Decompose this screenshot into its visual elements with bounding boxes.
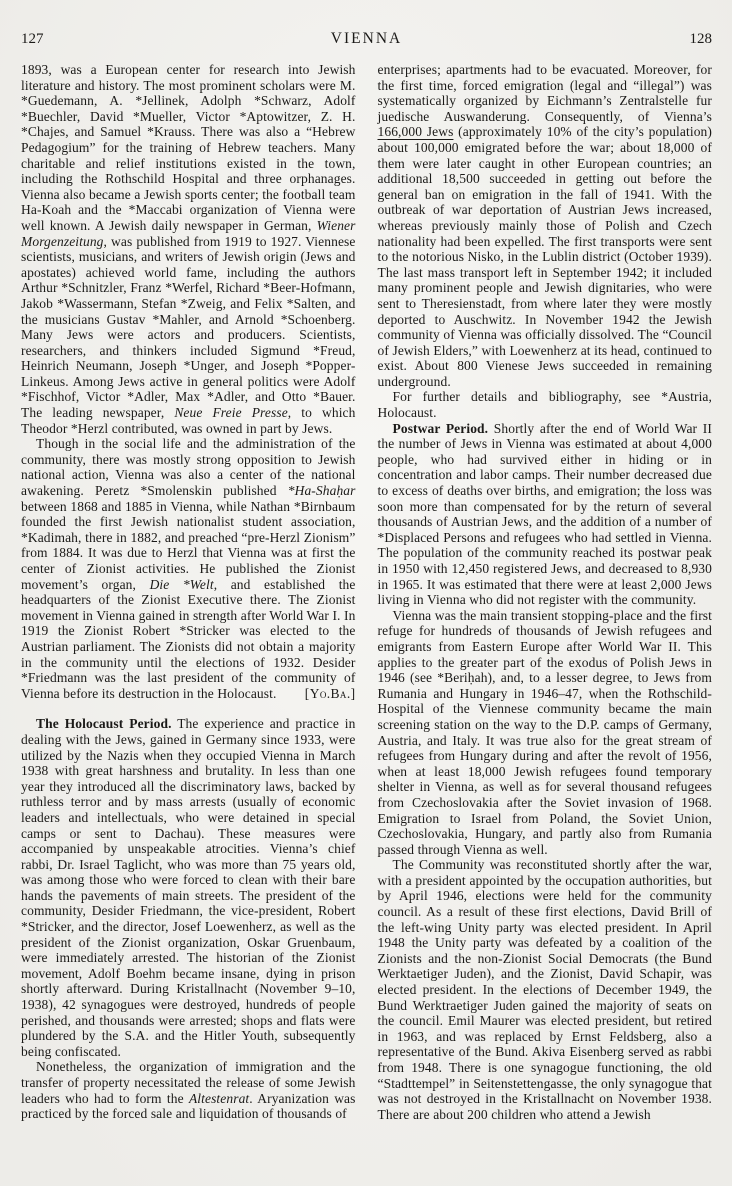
page-title: VIENNA xyxy=(330,30,403,47)
text-run: , and established the headquarters of the Zionist Executive there. The Zionist movement in Vienna gained in strength after World War I. In 1919 the Zionist Robert *Stricker was elected to the Austrian parliament. The Zionists did not obtain a majority in the community until the elections of 1932. Desider *Friedmann was the last president of the community of Vienna before its destruction in the Holocaust. xyxy=(21,576,356,701)
text-run: The experience and practice in dealing with the Jews, gained in Germany since 1933, were utilized by the Nazis when they occupied Vienna in March 1938 with great harshness and brutality. In less than one year they introduced all the discriminatory laws, backed by ruthless terror and by mass arrests (usually of economic leaders and intellectuals, who were detained in special camps or sent to Dachau). These measures were accompanied by unspeakable atrocities. Vienna’s chief rabbi, Dr. Israel Taglicht, who was more than 75 years old, was among those who were forced to clean with their bare hands the pavements of main streets. The president of the community, Desider Friedmann, the vice-president, Robert *Stricker, and the director, Josef Loewenherz, as well as the president of the Zionist organization, Oskar Gruenbaum, were immediately arrested. The historian of the Zionist movement, Adolf Boehm became insane, dying in prison shortly afterward. During Kristallnacht (November 9–10, 1938), 42 synagogues were destroyed, hundreds of people perished, and thousands were arrested; shops and flats were plundered by the S.A. and the Hitler Youth, subsequently being confiscated. xyxy=(21,716,356,1059)
italic-text: *Ha-Shaḥar xyxy=(287,483,356,499)
text-run: enterprises; apartments had to be evacuated. Moreover, for the first time, forced emigration (legal and “illegal”) was systematically organized by Eichmann’s Zentralstelle fur juedische Auswanderung. Consequently, of Vienna’s xyxy=(377,62,712,124)
italic-text: Die *Welt xyxy=(149,576,214,592)
text-run: Though in the social life and the administration of the community, there was mostly strong opposition to Jewish national action, Vienna was also a center of the national awakening. Peretz *Smolenskin published xyxy=(21,436,356,499)
paragraph xyxy=(378,389,713,420)
text-run: Vienna was the main transient stopping-place and the first refuge for hundreds of thousands of Jewish refugees and emigrants from Eastern Europe after World War II. This applies to the greater part of the exodus of Polish Jews in 1946 (see *Beriḥah), and, to a lesser degree, to Jews from Rumania and Hungary in 1946–47, when the Rothschild-Hospital of the Viennese community became the main screening station on the way to the D.P. camps of Germany, Austria, and Italy. It was true also for the great stream of refugees from Hungary during and after the revolt of 1956, when at least 18,000 Jewish refugees found temporary shelter in Vienna, as well as for several thousand refugees from Czechoslovakia after the Soviet invasion of 1968. Emigration to Israel from Poland, the Soviet Union, Czechoslovakia, Hungary, and partly also from Rumania passed through Vienna as well. xyxy=(377,607,712,857)
italic-text: Altestenrat xyxy=(188,1090,250,1106)
paragraph xyxy=(378,421,713,608)
section-heading: The Holocaust Period. xyxy=(36,716,172,732)
text-run: Shortly after the end of World War II the number of Jews in Vienna was estimated at about 4,000 people, who had survived either in hiding or in concentration and labor camps. Their number decreased due to excess of deaths over births, and emigration; the loss was soon more than compensated for by the return of several thousands of Austrian Jews, and the addition of a number of *Displaced Persons and refugees who had settled in Vienna. The population of the community reached its postwar peak in 1950 with 12,450 registered Jews, and decreased to 8,930 in 1965. It was estimated that there were at least 2,000 Jews living in Vienna who did not register with the community. xyxy=(377,420,712,608)
right-column xyxy=(378,62,713,1122)
text-run: , to which Theodor *Herzl contributed, was owned in part by Jews. xyxy=(21,405,356,436)
page-number-right: 128 xyxy=(689,31,712,47)
text-run: The Community was reconstituted shortly after the war, with a president appointed by the occupation authorities, but by April 1946, elections were held for the community council. As a result of these first elections, David Brill of the left-wing Unity party was elected president. In April 1948 the Unity party was defeated by a coalition of the Zionists and the non-Zionist Social Democrats (the Bund Werktaetiger Juden), and the Zionist, David Schapir, was elected president. In the elections of December 1949, the Bund Werktraetiger Juden gained the majority of seats on the council. Emil Maurer was elected president, but retired in 1963, and was replaced by Ernst Feldsberg, also a representative of the Bund. Akiva Eisenberg served as rabbi from 1948. There is one synagogue functioning, the old “Stadttempel” in Seitenstettengasse, the only synagogue that was not destroyed in the Kristallnacht on November 1938. There are about 200 children who attend a Jewish xyxy=(377,857,712,1122)
text-run: , was published from 1919 to 1927. Viennese scientists, musicians, and writers of Jewish origin (Jews and apostates) achieved world fame, including the authors Arthur *Schnitzler, Franz *Werfel, Richard *Beer-Hofmann, Jakob *Wassermann, Stefan *Zweig, and Felix *Salten, and the musicians Gustav *Mahler, and Arnold *Schoenberg. Many Jews were actors and producers. Scientists, researchers, and thinkers included Sigmund *Freud, Heinrich Neumann, Joseph *Unger, and Joseph *Popper-Linkeus. Among Jews active in general politics were Adolf *Fischhof, Victor *Adler, Max *Adler, and Otto *Bauer. The leading newspaper, xyxy=(21,233,356,421)
paragraph xyxy=(21,436,356,701)
section-heading: Postwar Period. xyxy=(392,420,489,436)
text-run: Nonetheless, the organization of immigration and the transfer of property necessitated the release of some Jewish leaders who had to form the xyxy=(21,1059,356,1106)
paragraph xyxy=(378,857,713,1122)
underlined-text: 166,000 Jews xyxy=(377,124,454,140)
paragraph xyxy=(21,1059,356,1121)
text-run: For further details and bibliography, see *Austria, Holocaust. xyxy=(377,389,712,421)
page-number-left: 127 xyxy=(21,31,44,47)
text-run: 1893, was a European center for research into Jewish literature and history. The most prominent scholars were M. *Guedemann, A. *Jellinek, Adolph *Schwarz, Adolf *Buechler, David *Mueller, Victor *Aptowitzer, Z. H. *Chajes, and Samuel *Krauss. There was also a “Hebrew Pedagogium” for the training of Hebrew teachers. Many charitable and relief institutions existed in the town, including the Rothschild Hospital and three orphanages. Vienna also became a Jewish sports center; the football team Ha-Koah and the *Maccabi organization of Vienna were well known. A Jewish daily newspaper in German, xyxy=(21,62,356,233)
text-run: between 1868 and 1885 in Vienna, while Nathan *Birnbaum founded the first Jewish nationalist student association, *Kadimah, there in 1882, and preached “pre-Herzl Zionism” from 1884. It was due to Herzl that Vienna was at first the center of Zionist activities. He published the Zionist movement’s organ, xyxy=(21,498,356,592)
italic-text: Wiener Morgenzeitung xyxy=(21,217,356,249)
page-header xyxy=(21,0,712,47)
paragraph xyxy=(21,62,356,436)
author-signature: [Yo.Ba.] xyxy=(304,685,356,701)
paragraph xyxy=(21,716,356,1059)
text-run: (approximately 10% of the city’s population) about 100,000 emigrated before the war; about 18,000 of them were later caught in other European countries; an additional 18,500 succeeded in getting out before the general ban on emigration in the fall of 1941. With the outbreak of war deportation of Austrian Jews increased, whereas previously mainly those of Polish and Czech nationality had been expelled. The first transports were sent to the notorious Nisko, in the Lublin district (October 1939). The last mass transport left in September 1942; it included many prominent people and Jewish dignitaries, who were sent to Theresienstadt, from where later they were mostly deported to Auschwitz. In November 1942 the Jewish community of Vienna was officially dissolved. The “Council of Jewish Elders,” with Loewenherz at its head, continued to exist. About 800 Vienese Jews succeeded in remaining underground. xyxy=(377,124,712,389)
two-column-text-body xyxy=(21,62,712,1122)
paragraph xyxy=(378,62,713,389)
text-run: . Aryanization was practiced by the forced sale and liquidation of thousands of xyxy=(21,1090,356,1122)
italic-text: Neue Freie Presse xyxy=(174,405,288,421)
paragraph xyxy=(378,608,713,858)
left-column xyxy=(21,62,356,1122)
